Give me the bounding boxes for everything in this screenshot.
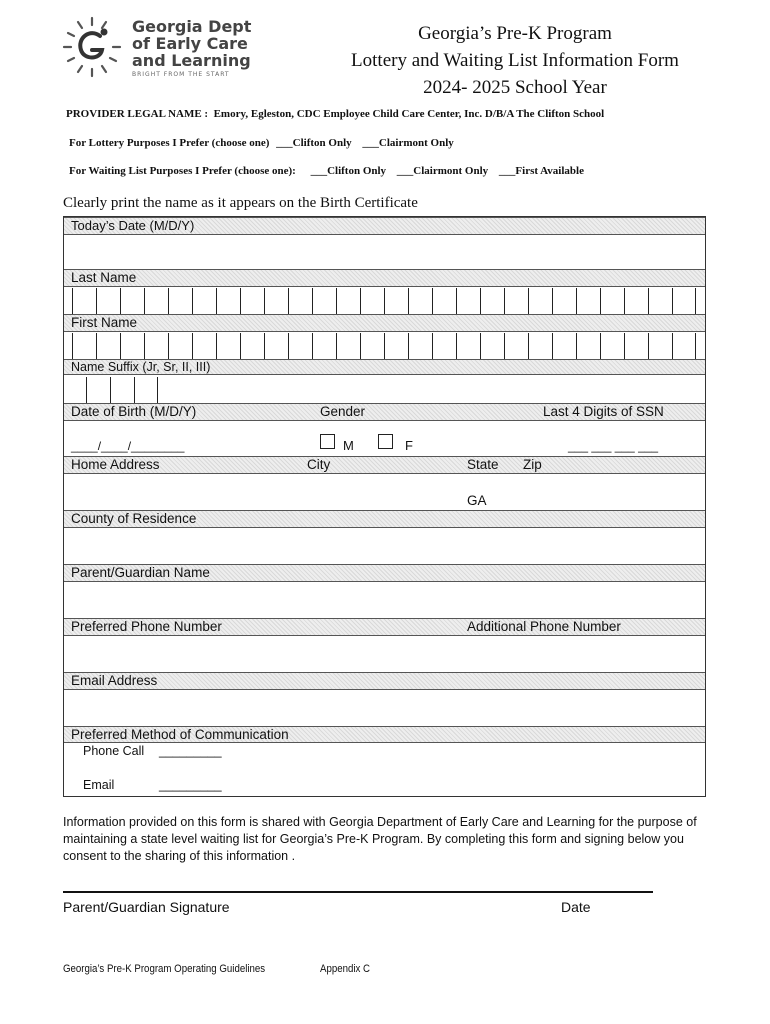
county-label: County of Residence (71, 511, 197, 526)
letter-box[interactable] (600, 288, 624, 314)
letter-box[interactable] (624, 288, 648, 314)
ga-dept-early-care-logo-icon (60, 14, 124, 78)
letter-box[interactable] (384, 333, 408, 359)
letter-box[interactable] (240, 333, 264, 359)
waiting-option-first-available[interactable]: ___First Available (498, 165, 584, 177)
waiting-option-clifton[interactable]: ___Clifton Only (310, 165, 387, 177)
email-field[interactable] (64, 690, 705, 726)
logo-wordmark (132, 18, 251, 69)
letter-box[interactable] (360, 288, 384, 314)
letter-box[interactable] (86, 377, 110, 403)
letter-box[interactable] (216, 333, 240, 359)
letter-box[interactable] (312, 333, 336, 359)
footer-guidelines: Georgia’s Pre-K Program Operating Guidelines (63, 963, 266, 975)
gender-m-checkbox[interactable] (320, 434, 335, 449)
letter-box[interactable] (408, 333, 432, 359)
letter-box[interactable] (168, 333, 192, 359)
letter-box[interactable] (192, 333, 216, 359)
guardian-signature-label: Parent/Guardian Signature (63, 899, 230, 915)
signature-line[interactable] (63, 891, 653, 893)
letter-box[interactable] (528, 288, 552, 314)
letter-box[interactable] (144, 333, 168, 359)
letter-box[interactable] (432, 333, 456, 359)
band-address (64, 456, 705, 474)
letter-box[interactable] (456, 288, 480, 314)
name-suffix-letter-boxes[interactable] (86, 377, 158, 403)
gender-m-label: M (343, 438, 354, 453)
letter-box[interactable] (336, 333, 360, 359)
phone-field[interactable] (64, 636, 705, 672)
letter-box[interactable] (384, 288, 408, 314)
ssn-field[interactable]: ___ ___ ___ ___ (568, 439, 659, 453)
city-label: City (307, 457, 331, 472)
letter-box[interactable] (72, 333, 96, 359)
ssn-label: Last 4 Digits of SSN (543, 404, 664, 419)
gender-label: Gender (320, 404, 366, 419)
form-title (300, 20, 730, 101)
logo-line-1: Georgia Dept (132, 17, 252, 36)
waiting-option-clairmont[interactable]: ___Clairmont Only (396, 165, 489, 177)
band-email (64, 672, 705, 690)
letter-box[interactable] (240, 288, 264, 314)
letter-box[interactable] (504, 333, 528, 359)
letter-box[interactable] (120, 288, 144, 314)
letter-box[interactable] (216, 288, 240, 314)
letter-box[interactable] (134, 377, 158, 403)
first-name-letter-boxes[interactable] (72, 333, 696, 359)
letter-box[interactable] (336, 288, 360, 314)
preferred-phone-label: Preferred Phone Number (71, 619, 222, 634)
letter-box[interactable] (288, 288, 312, 314)
letter-box[interactable] (288, 333, 312, 359)
letter-box[interactable] (264, 333, 288, 359)
consent-paragraph: Information provided on this form is shared with Georgia Department of Early Care and Learning for the purpose of maintaining a state level waiting list for Georgia’s Pre-K Program. By completing this form and signing below you consent to the sharing of this information . (63, 815, 697, 863)
letter-box[interactable] (72, 288, 96, 314)
title-line-2: Lottery and Waiting List Information Form (351, 50, 679, 71)
comm-phone-label: Phone Call (83, 744, 145, 758)
title-line-3: 2024- 2025 School Year (423, 77, 607, 98)
letter-box[interactable] (312, 288, 336, 314)
lottery-pref-label: For Lottery Purposes I Prefer (choose one) (69, 137, 270, 149)
first-name-label: First Name (71, 315, 138, 330)
lottery-preference (69, 137, 454, 149)
last-name-letter-boxes[interactable] (72, 288, 696, 314)
dob-field[interactable]: ____/____/________ (71, 439, 185, 453)
letter-box[interactable] (192, 288, 216, 314)
name-suffix-label: Name Suffix (Jr, Sr, II, III) (71, 360, 211, 374)
home-address-field[interactable] (64, 474, 705, 509)
letter-box[interactable] (552, 333, 576, 359)
band-first-name (64, 314, 705, 332)
letter-box[interactable] (360, 333, 384, 359)
gender-f-label: F (405, 438, 413, 453)
state-value: GA (467, 493, 487, 508)
information-form (63, 216, 706, 797)
letter-box[interactable] (576, 333, 600, 359)
title-line-1: Georgia’s Pre-K Program (418, 23, 612, 44)
logo-line-3: and Learning (132, 51, 251, 70)
provider-label: PROVIDER LEGAL NAME : (66, 108, 209, 120)
guardian-name-field[interactable] (64, 582, 705, 618)
communication-method-label: Preferred Method of Communication (71, 727, 289, 742)
state-label: State (467, 457, 499, 472)
band-last-name (64, 269, 705, 287)
letter-box[interactable] (168, 288, 192, 314)
logo-line-2: of Early Care (132, 34, 248, 53)
comm-email-field[interactable]: _________ (159, 778, 222, 792)
letter-box[interactable] (432, 288, 456, 314)
waiting-list-preference (69, 165, 584, 177)
letter-box[interactable] (264, 288, 288, 314)
letter-box[interactable] (144, 288, 168, 314)
letter-box[interactable] (120, 333, 144, 359)
letter-box[interactable] (480, 333, 504, 359)
signature-date-label: Date (561, 899, 591, 915)
letter-box[interactable] (600, 333, 624, 359)
additional-phone-label: Additional Phone Number (467, 619, 621, 634)
home-address-label: Home Address (71, 457, 160, 472)
letter-box[interactable] (672, 288, 696, 314)
letter-box[interactable] (110, 377, 134, 403)
lottery-option-clairmont[interactable]: ___Clairmont Only (362, 137, 454, 149)
letter-box[interactable] (96, 333, 120, 359)
letter-box[interactable] (528, 333, 552, 359)
footer-appendix: Appendix C (320, 963, 371, 975)
print-instruction: Clearly print the name as it appears on the Birth Certificate (63, 195, 418, 211)
letter-box[interactable] (480, 288, 504, 314)
guardian-name-label: Parent/Guardian Name (71, 565, 210, 580)
agency-logo (60, 14, 260, 84)
logo-tagline: BRIGHT FROM THE START (132, 71, 230, 78)
letter-box[interactable] (96, 288, 120, 314)
waiting-pref-label: For Waiting List Purposes I Prefer (choose one): (69, 165, 296, 177)
letter-box[interactable] (456, 333, 480, 359)
letter-box[interactable] (504, 288, 528, 314)
letter-box[interactable] (552, 288, 576, 314)
last-name-label: Last Name (71, 270, 137, 285)
lottery-option-clifton[interactable]: ___Clifton Only (276, 137, 352, 149)
gender-f-checkbox[interactable] (378, 434, 393, 449)
letter-box[interactable] (648, 333, 672, 359)
letter-box[interactable] (408, 288, 432, 314)
comm-email-label: Email (83, 778, 115, 792)
provider-value: Emory, Egleston, CDC Employee Child Care Center, Inc. D/B/A The Clifton School (213, 108, 605, 120)
todays-date-label: Today’s Date (M/D/Y) (71, 218, 195, 233)
letter-box[interactable] (624, 333, 648, 359)
todays-date-field[interactable] (64, 235, 705, 269)
zip-label: Zip (523, 457, 542, 472)
email-label: Email Address (71, 673, 158, 688)
provider-legal-name (66, 108, 604, 120)
letter-box[interactable] (672, 333, 696, 359)
dob-label: Date of Birth (M/D/Y) (71, 404, 197, 419)
letter-box[interactable] (576, 288, 600, 314)
letter-box[interactable] (648, 288, 672, 314)
comm-phone-field[interactable]: _________ (159, 744, 222, 758)
county-field[interactable] (64, 528, 705, 564)
